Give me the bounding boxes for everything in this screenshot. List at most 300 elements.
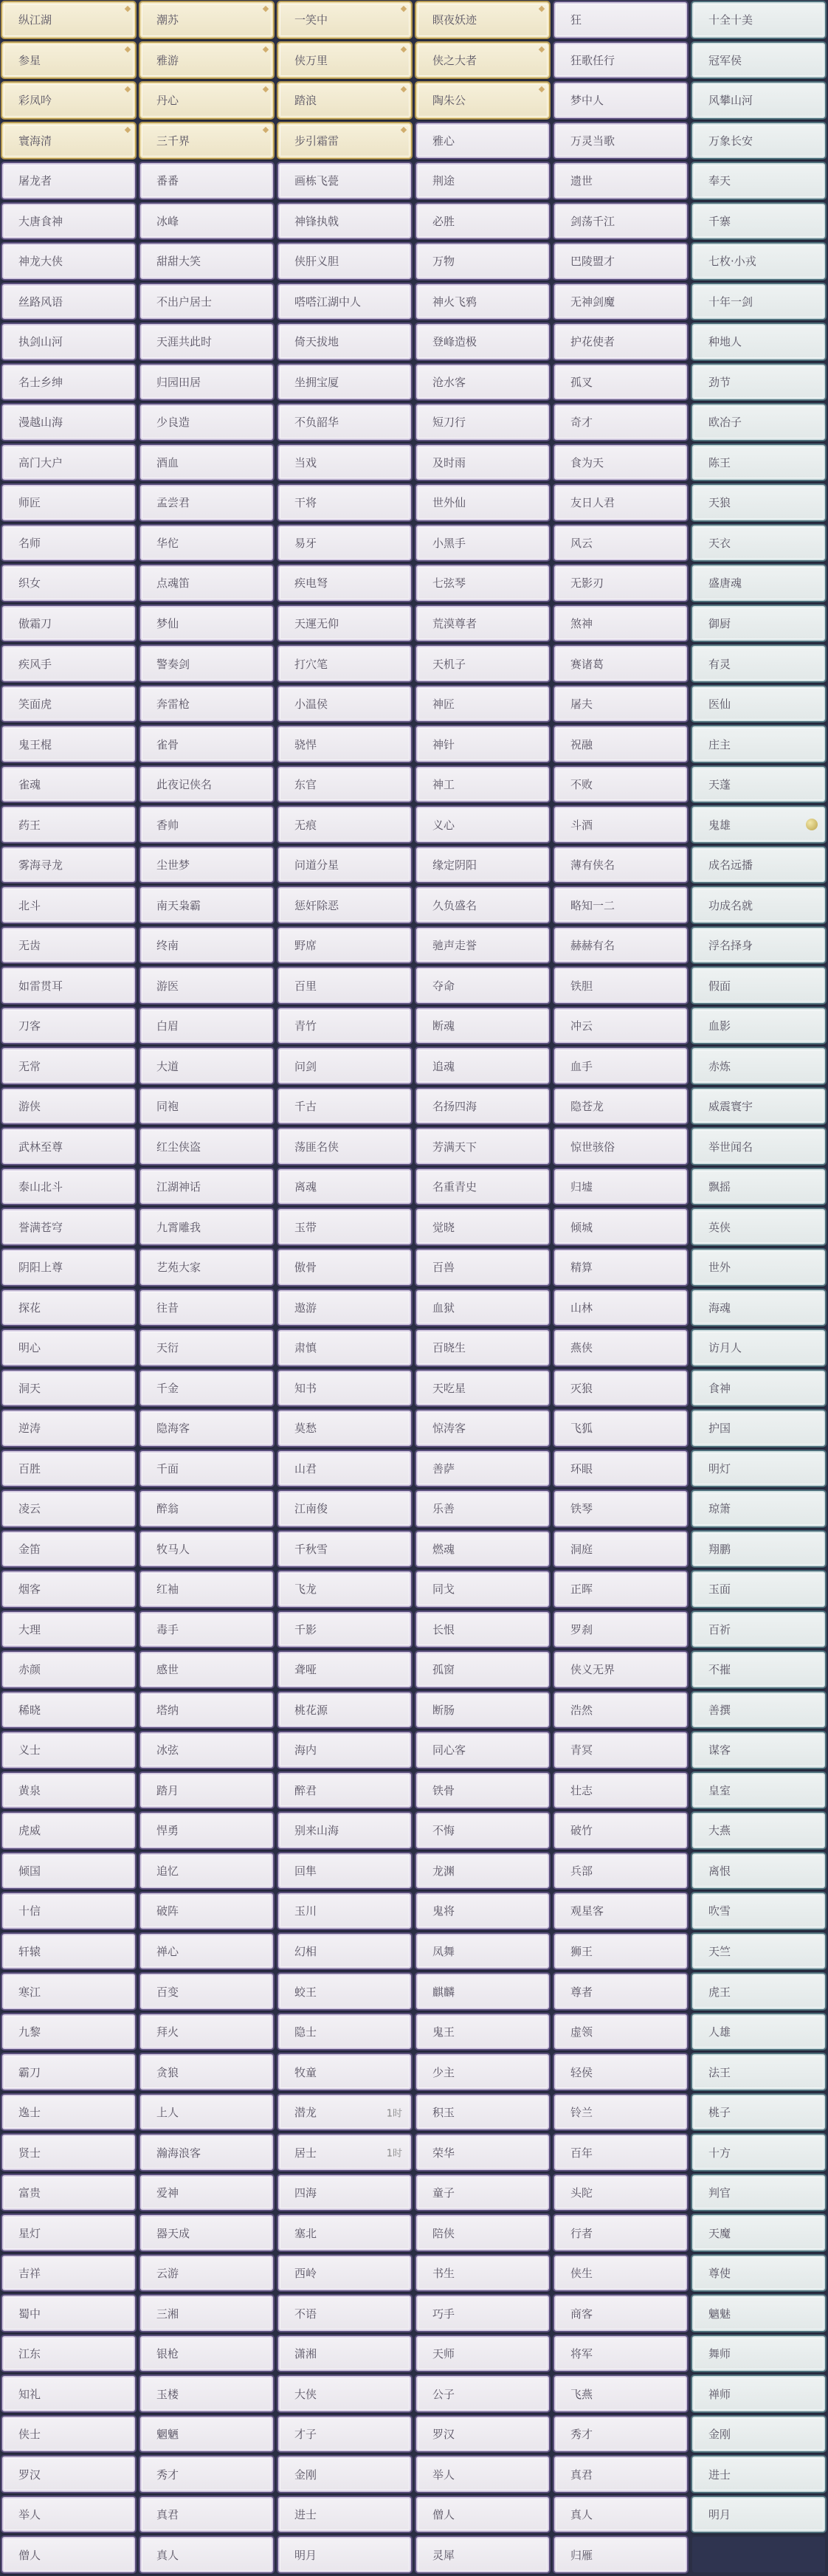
title-card[interactable] [554, 2256, 687, 2291]
title-card[interactable] [554, 1692, 687, 1728]
title-card[interactable] [416, 1290, 549, 1326]
title-card[interactable] [416, 1773, 549, 1808]
title-card[interactable] [140, 1048, 273, 1084]
title-card[interactable] [2, 2135, 135, 2170]
title-card[interactable] [140, 1330, 273, 1366]
title-card[interactable] [2, 83, 135, 118]
title-card[interactable] [2, 123, 135, 159]
title-card[interactable] [140, 163, 273, 199]
title-card[interactable] [416, 123, 549, 159]
title-card[interactable] [692, 2456, 825, 2492]
title-card[interactable] [140, 565, 273, 601]
title-card[interactable] [554, 1773, 687, 1808]
title-card[interactable] [278, 1169, 411, 1205]
title-card[interactable] [2, 1290, 135, 1326]
title-card[interactable] [2, 284, 135, 320]
title-card[interactable] [2, 2497, 135, 2532]
title-card[interactable] [554, 1089, 687, 1124]
title-card[interactable] [416, 1612, 549, 1647]
title-card[interactable] [554, 928, 687, 963]
title-card[interactable] [2, 606, 135, 641]
title-card[interactable] [554, 2095, 687, 2130]
title-card[interactable] [692, 284, 825, 320]
title-card[interactable] [692, 244, 825, 279]
title-card[interactable] [416, 2296, 549, 2331]
title-card[interactable] [2, 2456, 135, 2492]
title-card[interactable] [2, 2256, 135, 2291]
title-card[interactable] [692, 1129, 825, 1164]
title-card[interactable] [140, 1209, 273, 1244]
title-card[interactable] [554, 526, 687, 561]
title-card[interactable] [416, 163, 549, 199]
title-card[interactable] [692, 1250, 825, 1285]
title-card[interactable] [692, 2175, 825, 2211]
title-card[interactable] [278, 807, 411, 842]
title-card[interactable] [416, 968, 549, 1003]
title-card[interactable] [416, 646, 549, 681]
title-card[interactable] [416, 404, 549, 440]
title-card[interactable] [2, 1250, 135, 1285]
title-card[interactable] [416, 43, 549, 78]
title-card[interactable] [692, 2215, 825, 2250]
title-card[interactable] [278, 2, 411, 38]
title-card[interactable] [554, 847, 687, 883]
title-card[interactable] [140, 968, 273, 1003]
title-card[interactable] [278, 244, 411, 279]
title-card[interactable] [2, 2014, 135, 2050]
title-card[interactable] [278, 1330, 411, 1366]
title-card[interactable] [140, 1371, 273, 1406]
title-card[interactable] [278, 1209, 411, 1244]
title-card[interactable] [692, 2135, 825, 2170]
title-card[interactable] [692, 1089, 825, 1124]
title-card[interactable] [140, 2537, 273, 2572]
title-card[interactable] [140, 887, 273, 923]
title-card[interactable] [2, 1974, 135, 2009]
title-card[interactable] [278, 646, 411, 681]
title-card[interactable] [2, 1853, 135, 1889]
title-card[interactable] [554, 43, 687, 78]
title-card[interactable] [140, 1813, 273, 1848]
title-card[interactable] [140, 1893, 273, 1929]
title-card[interactable] [416, 1652, 549, 1687]
title-card[interactable] [2, 2215, 135, 2250]
title-card[interactable] [278, 847, 411, 883]
title-card[interactable] [2, 1893, 135, 1929]
title-card[interactable] [140, 1571, 273, 1607]
title-card[interactable] [554, 1411, 687, 1446]
title-card[interactable] [278, 686, 411, 722]
title-card[interactable] [140, 2456, 273, 2492]
title-card[interactable] [416, 686, 549, 722]
title-card[interactable] [2, 163, 135, 199]
title-card[interactable] [278, 1773, 411, 1808]
title-card[interactable] [554, 2497, 687, 2532]
title-card[interactable] [554, 767, 687, 802]
title-card[interactable] [416, 1893, 549, 1929]
title-card[interactable] [140, 404, 273, 440]
title-card[interactable] [554, 2456, 687, 2492]
title-card[interactable] [278, 1612, 411, 1647]
title-card[interactable] [140, 2054, 273, 2090]
title-card[interactable] [140, 2417, 273, 2452]
title-card[interactable] [140, 2296, 273, 2331]
title-card[interactable] [554, 1732, 687, 1768]
title-card[interactable] [416, 847, 549, 883]
title-card[interactable] [416, 1532, 549, 1567]
title-card[interactable] [2, 1934, 135, 1969]
title-card[interactable] [140, 807, 273, 842]
title-card[interactable] [554, 1451, 687, 1487]
title-card[interactable] [140, 1411, 273, 1446]
title-card[interactable] [278, 1048, 411, 1084]
title-card[interactable] [554, 968, 687, 1003]
title-card[interactable] [554, 565, 687, 601]
title-card[interactable] [140, 1169, 273, 1205]
title-card[interactable] [2, 1612, 135, 1647]
title-card[interactable] [416, 1934, 549, 1969]
title-card[interactable] [140, 324, 273, 359]
title-card[interactable] [554, 2537, 687, 2572]
title-card[interactable] [278, 404, 411, 440]
title-card[interactable] [278, 2054, 411, 2090]
title-card[interactable] [416, 1250, 549, 1285]
title-card[interactable] [2, 204, 135, 239]
title-card[interactable] [554, 1532, 687, 1567]
title-card[interactable] [692, 565, 825, 601]
title-card[interactable] [140, 1612, 273, 1647]
title-card[interactable] [278, 1974, 411, 2009]
title-card[interactable] [278, 1290, 411, 1326]
title-card[interactable] [278, 2456, 411, 2492]
title-card[interactable] [692, 43, 825, 78]
title-card[interactable] [692, 2376, 825, 2411]
title-card[interactable] [416, 606, 549, 641]
title-card[interactable] [140, 686, 273, 722]
title-card[interactable] [278, 2497, 411, 2532]
title-card[interactable] [278, 163, 411, 199]
title-card[interactable] [554, 2215, 687, 2250]
title-card[interactable] [692, 606, 825, 641]
title-card[interactable] [692, 767, 825, 802]
title-card[interactable] [278, 1813, 411, 1848]
title-card[interactable] [278, 1652, 411, 1687]
title-card[interactable] [416, 2215, 549, 2250]
title-card[interactable] [554, 1330, 687, 1366]
title-card[interactable] [278, 565, 411, 601]
title-card[interactable] [554, 2417, 687, 2452]
title-card[interactable] [416, 1813, 549, 1848]
title-card[interactable] [140, 606, 273, 641]
title-card[interactable] [278, 2417, 411, 2452]
title-card[interactable] [416, 1089, 549, 1124]
title-card[interactable] [140, 2175, 273, 2211]
title-card[interactable] [140, 1974, 273, 2009]
title-card[interactable] [554, 1974, 687, 2009]
title-card[interactable] [554, 1008, 687, 1044]
title-card[interactable] [692, 526, 825, 561]
title-card[interactable] [140, 2256, 273, 2291]
title-card[interactable] [278, 606, 411, 641]
title-card[interactable] [140, 43, 273, 78]
title-card[interactable] [416, 2336, 549, 2372]
title-card[interactable] [2, 565, 135, 601]
title-card[interactable] [140, 1129, 273, 1164]
title-card[interactable] [2, 1209, 135, 1244]
title-card[interactable] [140, 1451, 273, 1487]
title-card[interactable] [278, 123, 411, 159]
title-card[interactable] [554, 365, 687, 400]
title-card[interactable] [2, 365, 135, 400]
title-card[interactable] [2, 1652, 135, 1687]
title-card[interactable] [2, 686, 135, 722]
title-card[interactable] [2, 1169, 135, 1205]
title-card[interactable] [278, 1451, 411, 1487]
title-card[interactable] [416, 204, 549, 239]
title-card[interactable] [2, 244, 135, 279]
title-card[interactable] [554, 445, 687, 481]
title-card[interactable] [554, 324, 687, 359]
title-card[interactable] [278, 284, 411, 320]
title-card[interactable] [554, 1652, 687, 1687]
title-card[interactable] [278, 2296, 411, 2331]
title-card[interactable] [278, 1250, 411, 1285]
title-card[interactable] [692, 1813, 825, 1848]
title-card[interactable] [2, 1532, 135, 1567]
title-card[interactable] [692, 2, 825, 38]
title-card[interactable] [416, 1048, 549, 1084]
title-card[interactable] [2, 1571, 135, 1607]
title-card[interactable] [554, 1129, 687, 1164]
title-card[interactable] [278, 2376, 411, 2411]
title-card[interactable] [554, 2014, 687, 2050]
title-card[interactable] [140, 847, 273, 883]
title-card[interactable] [554, 244, 687, 279]
title-card[interactable] [2, 1773, 135, 1808]
title-card[interactable] [2, 1451, 135, 1487]
title-card[interactable] [692, 204, 825, 239]
title-card[interactable] [278, 1934, 411, 1969]
title-card[interactable] [554, 83, 687, 118]
title-card[interactable] [2, 807, 135, 842]
title-card[interactable] [2, 2376, 135, 2411]
title-card[interactable] [140, 485, 273, 520]
title-card[interactable] [278, 767, 411, 802]
title-card[interactable] [140, 646, 273, 681]
title-card[interactable] [554, 163, 687, 199]
title-card[interactable] [278, 887, 411, 923]
title-card[interactable] [140, 726, 273, 762]
title-card[interactable] [416, 1974, 549, 2009]
title-card[interactable] [140, 526, 273, 561]
title-card[interactable] [416, 1330, 549, 1366]
title-card[interactable] [416, 2095, 549, 2130]
title-card[interactable] [692, 1612, 825, 1647]
title-card[interactable] [554, 2175, 687, 2211]
title-card[interactable] [416, 244, 549, 279]
title-card[interactable] [140, 1008, 273, 1044]
title-card[interactable] [2, 968, 135, 1003]
title-card[interactable] [278, 968, 411, 1003]
title-card[interactable] [692, 1371, 825, 1406]
title-card[interactable] [140, 2336, 273, 2372]
title-card[interactable] [554, 1371, 687, 1406]
title-card[interactable] [140, 365, 273, 400]
title-card[interactable] [416, 365, 549, 400]
title-card[interactable] [140, 1853, 273, 1889]
title-card[interactable] [554, 686, 687, 722]
title-card[interactable] [140, 1250, 273, 1285]
title-card[interactable] [692, 1652, 825, 1687]
title-card[interactable] [140, 2, 273, 38]
title-card[interactable] [416, 1371, 549, 1406]
title-card[interactable] [140, 1532, 273, 1567]
title-card[interactable] [692, 968, 825, 1003]
title-card[interactable] [554, 1048, 687, 1084]
title-card[interactable] [692, 847, 825, 883]
title-card[interactable] [140, 1491, 273, 1526]
title-card[interactable] [140, 1732, 273, 1768]
title-card[interactable] [2, 887, 135, 923]
title-card[interactable] [278, 2215, 411, 2250]
title-card[interactable] [2, 847, 135, 883]
title-card[interactable] [278, 1893, 411, 1929]
title-card[interactable] [416, 2537, 549, 2572]
title-card[interactable] [554, 2054, 687, 2090]
title-card[interactable] [692, 2095, 825, 2130]
title-card[interactable] [140, 2497, 273, 2532]
title-card[interactable] [278, 2175, 411, 2211]
title-card[interactable] [554, 204, 687, 239]
title-card[interactable] [2, 324, 135, 359]
title-card[interactable] [554, 2296, 687, 2331]
title-card[interactable] [278, 1129, 411, 1164]
title-card[interactable] [278, 2014, 411, 2050]
title-card[interactable] [2, 404, 135, 440]
title-card[interactable] [2, 445, 135, 481]
title-card[interactable] [692, 1571, 825, 1607]
title-card[interactable] [416, 2256, 549, 2291]
title-card[interactable] [554, 1209, 687, 1244]
title-card[interactable] [2, 1330, 135, 1366]
title-card[interactable] [554, 887, 687, 923]
title-card[interactable] [2, 526, 135, 561]
title-card[interactable] [278, 1491, 411, 1526]
title-card[interactable] [692, 1532, 825, 1567]
title-card[interactable] [416, 1732, 549, 1768]
title-card[interactable] [140, 2215, 273, 2250]
title-card[interactable] [692, 887, 825, 923]
title-card[interactable] [692, 686, 825, 722]
title-card[interactable] [2, 2336, 135, 2372]
title-card[interactable] [692, 485, 825, 520]
title-card[interactable] [554, 807, 687, 842]
title-card[interactable] [140, 83, 273, 118]
title-card[interactable] [278, 1089, 411, 1124]
title-card[interactable] [278, 726, 411, 762]
title-card[interactable] [278, 324, 411, 359]
title-card[interactable] [554, 1893, 687, 1929]
title-card[interactable] [416, 565, 549, 601]
title-card[interactable] [278, 1571, 411, 1607]
title-card[interactable] [2, 646, 135, 681]
title-card[interactable] [140, 123, 273, 159]
title-card[interactable] [140, 1652, 273, 1687]
title-card[interactable] [416, 445, 549, 481]
title-card[interactable] [140, 284, 273, 320]
title-card[interactable] [140, 2095, 273, 2130]
title-card[interactable] [692, 1692, 825, 1728]
title-card[interactable] [554, 485, 687, 520]
title-card[interactable] [416, 83, 549, 118]
title-card[interactable] [692, 807, 825, 842]
title-card[interactable] [278, 526, 411, 561]
title-card[interactable] [140, 767, 273, 802]
title-card[interactable] [692, 2054, 825, 2090]
title-card[interactable] [278, 43, 411, 78]
title-card[interactable] [2, 767, 135, 802]
title-card[interactable] [140, 2135, 273, 2170]
title-card[interactable] [692, 2014, 825, 2050]
title-card[interactable] [416, 2456, 549, 2492]
title-card[interactable] [2, 2537, 135, 2572]
title-card[interactable] [2, 2054, 135, 2090]
title-card[interactable] [692, 324, 825, 359]
title-card[interactable] [554, 726, 687, 762]
title-card[interactable] [416, 1129, 549, 1164]
title-card[interactable] [692, 123, 825, 159]
title-card[interactable] [692, 1048, 825, 1084]
title-card[interactable] [692, 646, 825, 681]
title-card[interactable] [2, 1048, 135, 1084]
title-card[interactable] [692, 1974, 825, 2009]
title-card[interactable] [692, 1169, 825, 1205]
title-card[interactable] [140, 1773, 273, 1808]
title-card[interactable] [554, 2135, 687, 2170]
title-card[interactable] [692, 445, 825, 481]
title-card[interactable] [692, 2417, 825, 2452]
title-card[interactable] [692, 2336, 825, 2372]
title-card[interactable] [278, 2135, 411, 2170]
title-card[interactable] [140, 2014, 273, 2050]
title-card[interactable] [416, 1491, 549, 1526]
title-card[interactable] [416, 1169, 549, 1205]
title-card[interactable] [278, 365, 411, 400]
title-card[interactable] [554, 1934, 687, 1969]
title-card[interactable] [416, 807, 549, 842]
title-card[interactable] [140, 2376, 273, 2411]
title-card[interactable] [140, 1290, 273, 1326]
title-card[interactable] [692, 1934, 825, 1969]
title-card[interactable] [2, 1129, 135, 1164]
title-card[interactable] [140, 244, 273, 279]
title-card[interactable] [2, 1813, 135, 1848]
title-card[interactable] [554, 1169, 687, 1205]
title-card[interactable] [692, 726, 825, 762]
title-card[interactable] [2, 1411, 135, 1446]
title-card[interactable] [692, 1411, 825, 1446]
title-card[interactable] [2, 1089, 135, 1124]
title-card[interactable] [278, 1371, 411, 1406]
title-card[interactable] [692, 1853, 825, 1889]
title-card[interactable] [2, 928, 135, 963]
title-card[interactable] [554, 606, 687, 641]
title-card[interactable] [2, 1371, 135, 1406]
title-card[interactable] [416, 2014, 549, 2050]
title-card[interactable] [278, 2537, 411, 2572]
title-card[interactable] [416, 887, 549, 923]
title-card[interactable] [554, 1571, 687, 1607]
